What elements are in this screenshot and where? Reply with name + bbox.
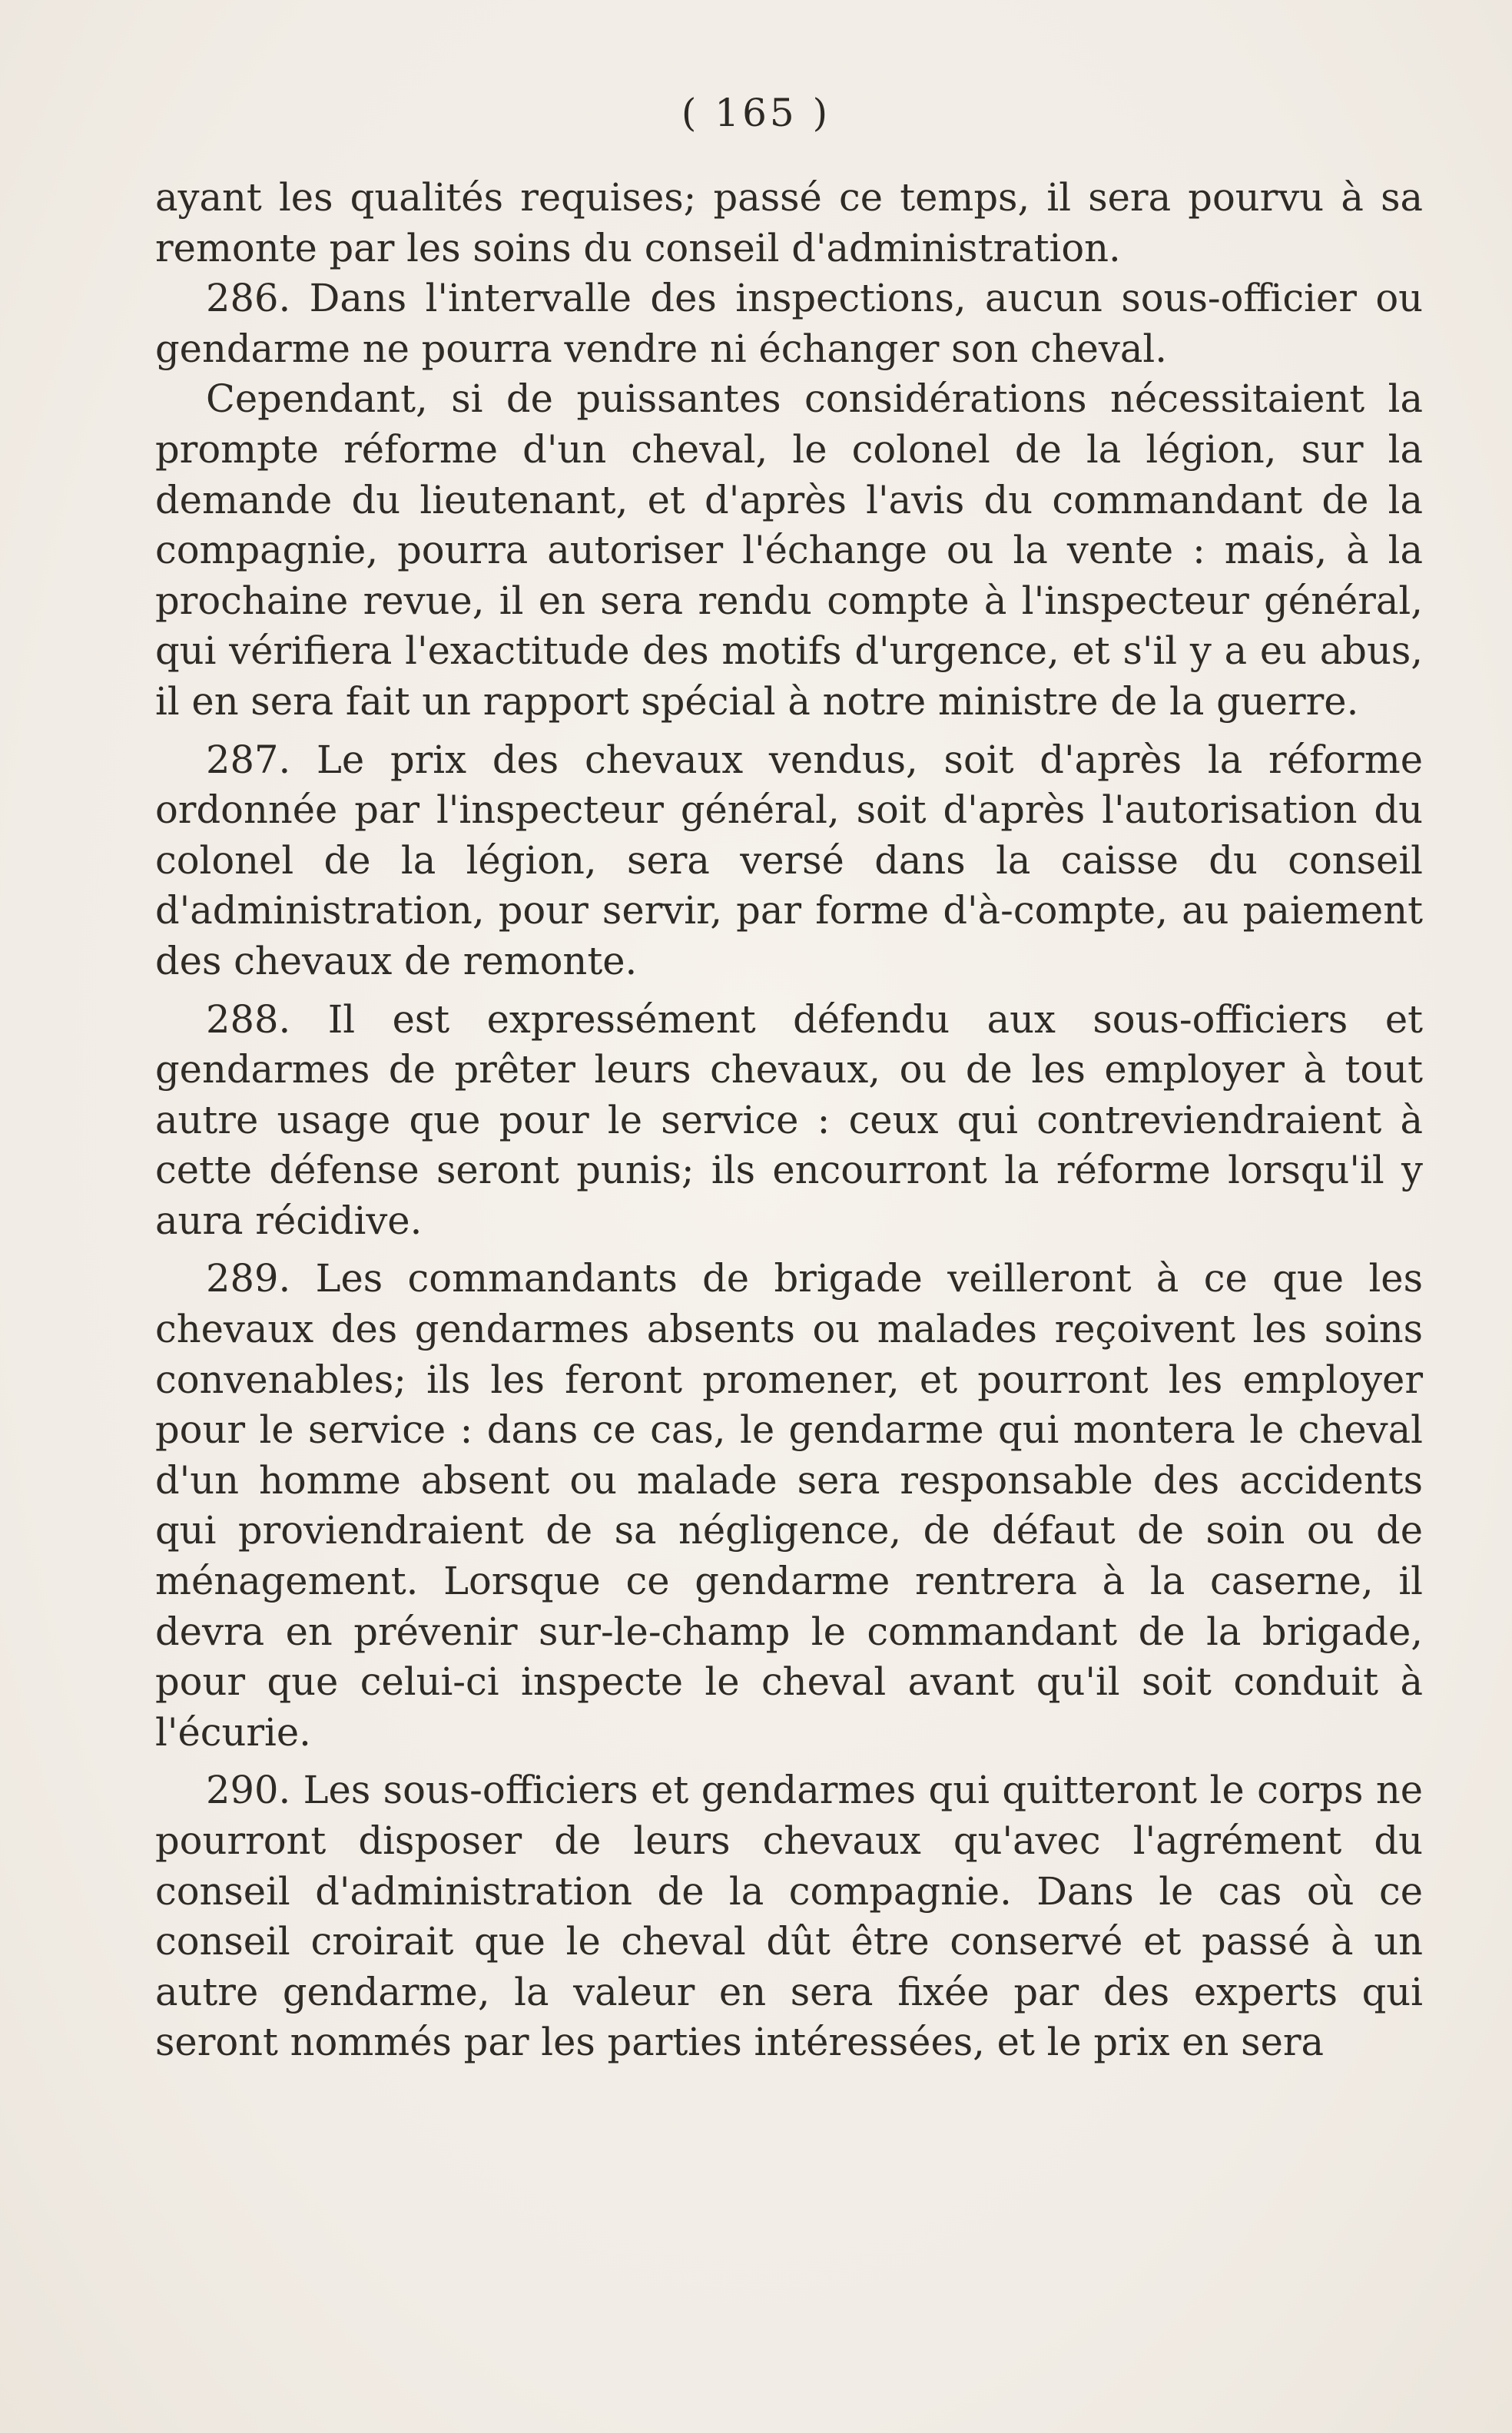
paragraph-continuation: ayant les qualités requises; passé ce temps, il sera pourvu à sa remonte par les soins du conseil d'administration. (155, 175, 1423, 270)
paragraph-article-286-cont: Cependant, si de puissantes considérations nécessitaient la prompte réforme d'un cheval, le colonel de la légion, sur la demande du lieutenant, et d'après l'avis du commandant de la compagnie, pourra autoriser l'échange ou la vente : mais, à la prochaine revue, il en sera rendu compte à l'inspecteur général, qui vérifiera l'exactitude des motifs d'urgence, et s'il y a eu abus, il en sera fait un rapport spécial à notre ministre de la guerre. (155, 376, 1423, 724)
page-number: ( 165 ) (681, 91, 831, 135)
paragraph-article-289: 289. Les commandants de brigade veilleront à ce que les chevaux des gendarmes absents ou malades reçoivent les soins convenables; ils les feront promener, et pourront les employer pour le service : dans ce cas, le gendarme qui montera le cheval d'un homme absent ou malade sera responsable des accidents qui proviendraient de sa négligence, de défaut de soin ou de ménagement. Lorsque ce gendarme rentrera à la caserne, il devra en prévenir sur-le-champ le commandant de la brigade, pour que celui-ci inspecte le cheval avant qu'il soit conduit à l'écurie. (155, 1256, 1423, 1755)
paragraph-article-288: 288. Il est expressément défendu aux sous-officiers et gendarmes de prêter leurs chevaux, ou de les employer à tout autre usage que pour le service : ceux qui contreviendraient à cette défense seront punis; ils encourront la réforme lorsqu'il y aura récidive. (155, 996, 1423, 1243)
paragraph-article-286: 286. Dans l'intervalle des inspections, aucun sous-officier ou gendarme ne pourra vendre ni échanger son cheval. (155, 276, 1423, 371)
body-text (155, 173, 1423, 2068)
paragraph-article-290: 290. Les sous-officiers et gendarmes qui quitteront le corps ne pourront disposer de leurs chevaux qu'avec l'agrément du conseil d'administration de la compagnie. Dans le cas où ce conseil croirait que le cheval dût être conservé et passé à un autre gendarme, la valeur en sera fixée par des experts qui seront nommés par les parties intéressées, et le prix en sera (155, 1768, 1423, 2065)
paragraph-article-287: 287. Le prix des chevaux vendus, soit d'après la réforme ordonnée par l'inspecteur général, soit d'après l'autorisation du colonel de la légion, sera versé dans la caisse du conseil d'administration, pour servir, par forme d'à-compte, au paiement des chevaux de remonte. (155, 737, 1423, 983)
